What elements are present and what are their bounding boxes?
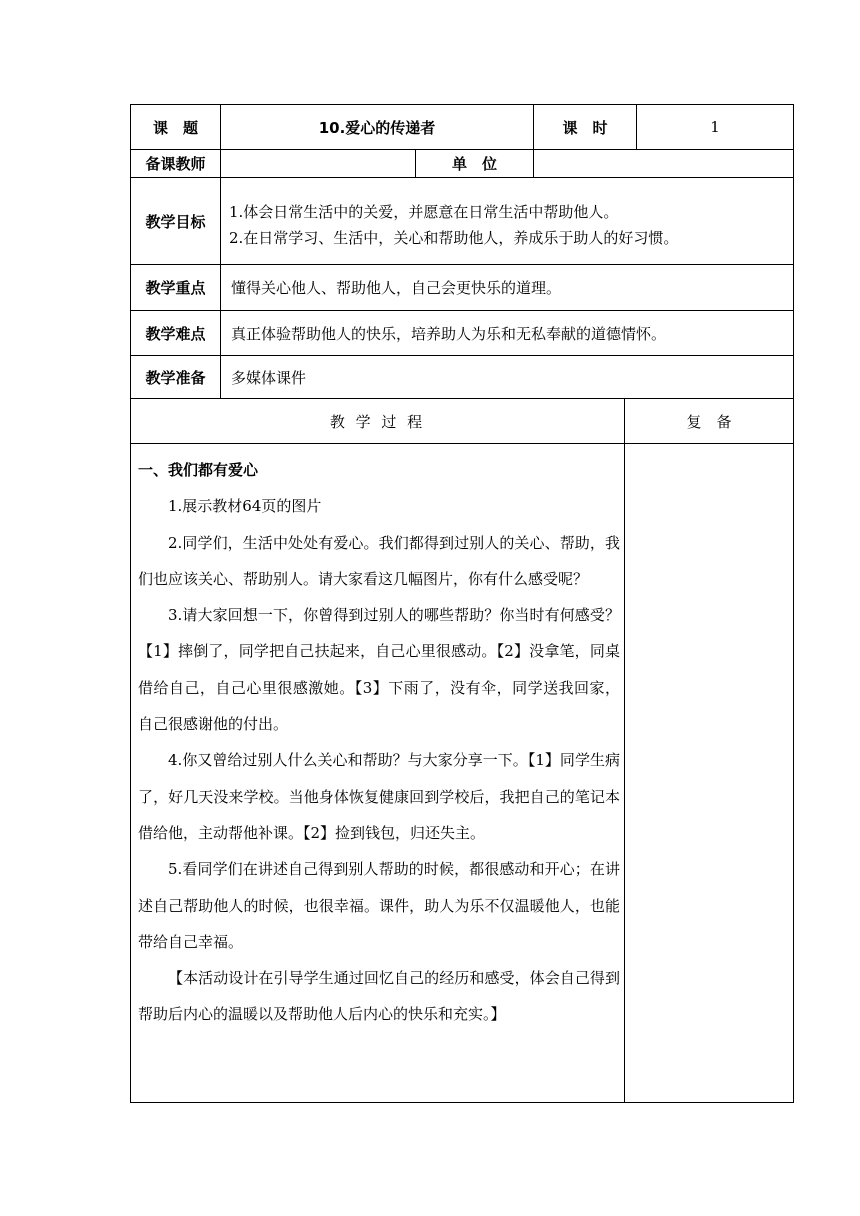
unit-value (534, 150, 793, 177)
section-title: 一、我们都有爱心 (138, 461, 259, 479)
subject-label: 课 题 (152, 118, 198, 137)
difficulties-label: 教学难点 (145, 324, 206, 343)
objectives-label: 教学目标 (145, 212, 206, 231)
preparation-content: 多媒体课件 (231, 368, 307, 387)
difficulties-content: 真正体验帮助他人的快乐，培养助人为乐和无私奉献的道德情怀。 (231, 324, 667, 343)
review-header: 复 备 (686, 412, 732, 431)
table-rule (130, 443, 794, 444)
process-paragraph: 3.请大家回想一下，你曾得到过别人的哪些帮助？你当时有何感受？【1】摔倒了，同学把自己扶起来，自己心里很感动。【2】没拿笔，同桌借给自己，自己心里很感激她。【3】下雨了，没有伞，同学送我回家，自己很感谢他的付出。 (138, 606, 620, 734)
objective-item: 1.体会日常生活中的关爱，并愿意在日常生活中帮助他人。 (229, 203, 619, 221)
teacher-value (221, 150, 415, 177)
process-paragraph: 2.同学们，生活中处处有爱心。我们都得到过别人的关心、帮助，我们也应该关心、帮助别人。请大家看这几幅图片，你有什么感受呢？ (138, 533, 620, 588)
process-paragraph: 5.看同学们在讲述自己得到别人帮助的时候，都很感动和开心；在讲述自己帮助他人的时候，也很幸福。课件，助人为乐不仅温暖他人，也能带给自己幸福。 (138, 860, 620, 951)
process-paragraph: 4.你又曾给过别人什么关心和帮助？与大家分享一下。【1】同学生病了，好几天没来学校。当他身体恢复健康回到学校后，我把自己的笔记本借给他，主动帮他补课。【2】捡到钱包，归还失主。 (138, 751, 620, 842)
key-points-content: 懂得关心他人、帮助他人，自己会更快乐的道理。 (231, 279, 562, 297)
process-paragraph: 1.展示教材64页的图片 (168, 497, 322, 516)
table-border-bottom (130, 1102, 794, 1103)
table-border-right (793, 104, 794, 1103)
key-points-label: 教学重点 (145, 279, 206, 297)
period-label: 课 时 (562, 118, 608, 137)
table-rule (130, 177, 794, 178)
process-content (138, 452, 620, 1033)
preparation-label: 教学准备 (145, 368, 206, 387)
period-value: 1 (710, 118, 720, 136)
table-col-divider (624, 398, 625, 1103)
objective-item: 2.在日常学习、生活中，关心和帮助他人，养成乐于助人的好习惯。 (229, 229, 679, 247)
process-paragraph: 【本活动设计在引导学生通过回忆自己的经历和感受，体会自己得到帮助后内心的温暖以及帮助他人后内心的快乐和充实。】 (138, 969, 620, 1024)
process-header: 教 学 过 程 (329, 412, 426, 431)
unit-label: 单 位 (451, 155, 497, 173)
teacher-label: 备课教师 (145, 155, 206, 173)
objectives-content (229, 199, 789, 251)
subject-value: 10.爱心的传递者 (318, 118, 436, 137)
